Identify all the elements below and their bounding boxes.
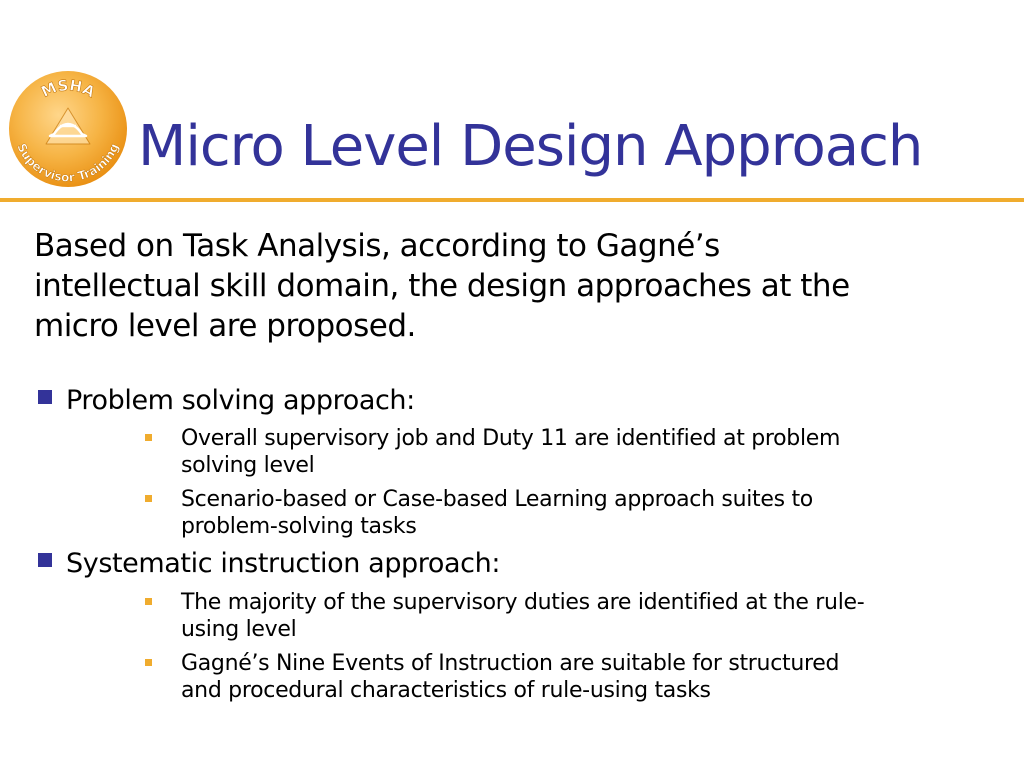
bullet-heading: Systematic instruction approach: bbox=[66, 548, 501, 579]
msha-logo bbox=[6, 68, 130, 190]
sub-bullet-line: and procedural characteristics of rule-using tasks bbox=[181, 678, 711, 703]
logo-top-text: MSHA bbox=[38, 76, 99, 102]
intro-line: intellectual skill domain, the design approaches at the bbox=[34, 268, 850, 304]
sub-bullet-line: solving level bbox=[181, 453, 315, 478]
intro-paragraph bbox=[34, 226, 1009, 346]
slide-title: Micro Level Design Approach bbox=[138, 114, 923, 179]
intro-line: micro level are proposed. bbox=[34, 308, 416, 344]
small-square-bullet-icon bbox=[145, 659, 152, 666]
small-square-bullet-icon bbox=[145, 434, 152, 441]
logo-bottom-text: Supervisor Training bbox=[14, 141, 122, 185]
sub-bullet-line: using level bbox=[181, 617, 297, 642]
sub-bullet-line: Scenario-based or Case-based Learning approach suites to bbox=[181, 487, 813, 512]
square-bullet-icon bbox=[38, 553, 52, 567]
title-divider bbox=[0, 198, 1024, 202]
small-square-bullet-icon bbox=[145, 598, 152, 605]
square-bullet-icon bbox=[38, 390, 52, 404]
sub-bullet-line: Gagné’s Nine Events of Instruction are suitable for structured bbox=[181, 651, 840, 676]
small-square-bullet-icon bbox=[145, 495, 152, 502]
sub-bullet-line: The majority of the supervisory duties are identified at the rule- bbox=[181, 590, 865, 615]
intro-line: Based on Task Analysis, according to Gagné’s bbox=[34, 228, 720, 264]
bullet-heading: Problem solving approach: bbox=[66, 385, 415, 416]
sub-bullet-line: problem-solving tasks bbox=[181, 514, 417, 539]
sub-bullet-line: Overall supervisory job and Duty 11 are identified at problem bbox=[181, 426, 841, 451]
